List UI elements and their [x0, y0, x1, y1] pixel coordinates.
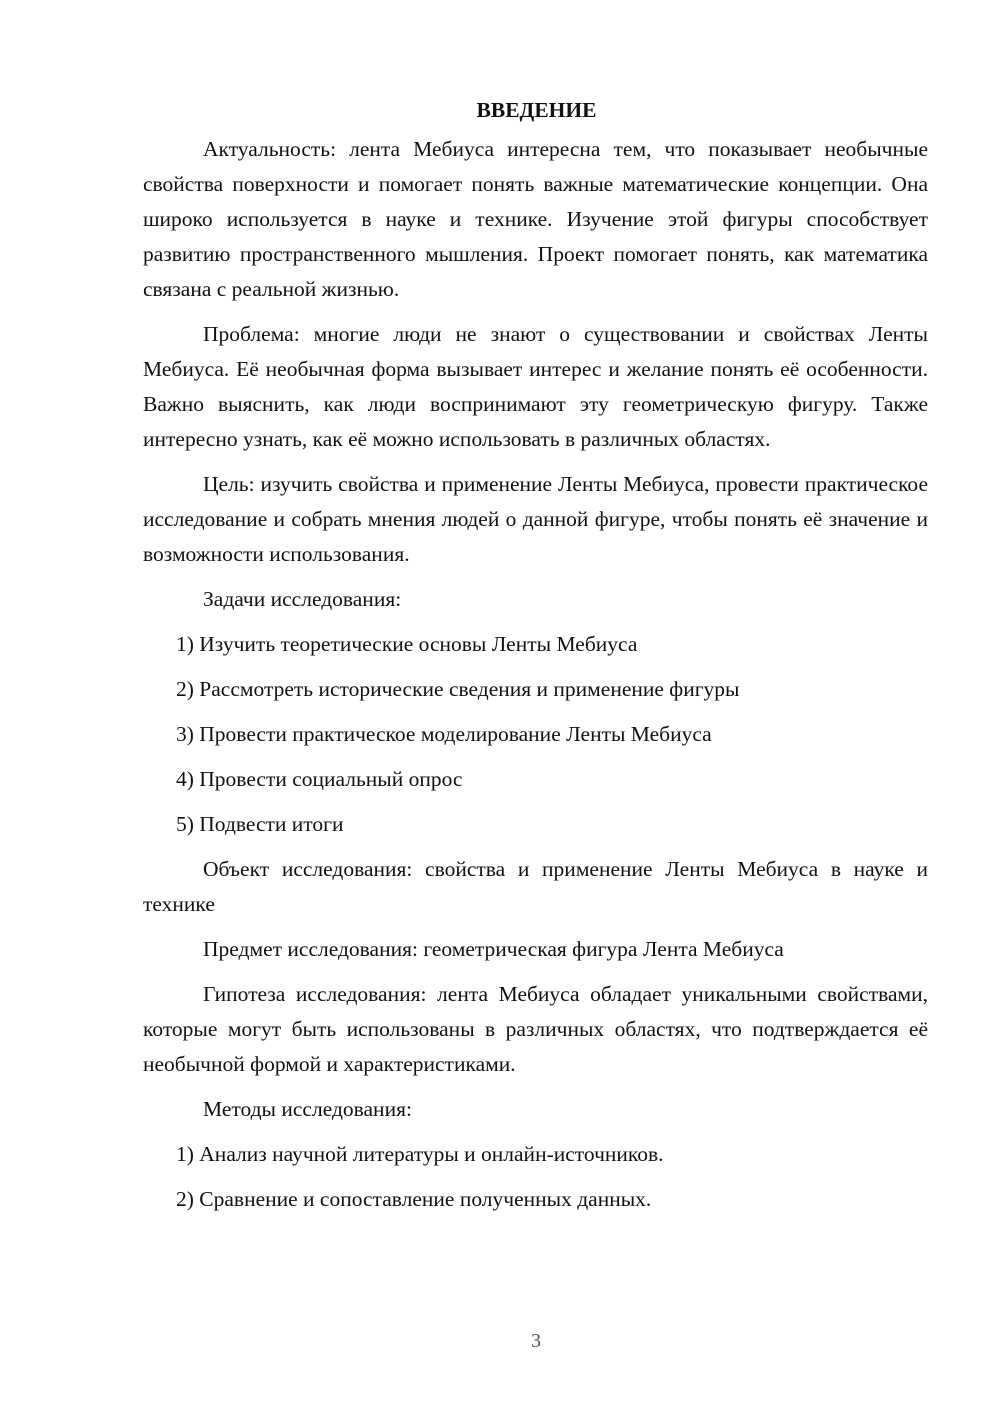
list-item: 4) Провести социальный опрос: [176, 767, 463, 791]
object-paragraph: Объект исследования: свойства и применение Ленты Мебиуса в науке и технике: [143, 857, 928, 916]
problem-paragraph: Проблема: многие люди не знают о существовании и свойствах Ленты Мебиуса. Её необычная форма вызывает интерес и желание понять её особенности. Важно выяснить, как люди воспринимают эту геометрическую фигуру. Также интересно узнать, как её можно использовать в различных областях.: [143, 322, 928, 451]
goal-paragraph: Цель: изучить свойства и применение Ленты Мебиуса, провести практическое исследование и собрать мнения людей о данной фигуре, чтобы понять её значение и возможности использования.: [143, 472, 928, 566]
hypothesis-paragraph: Гипотеза исследования: лента Мебиуса обладает уникальными свойствами, которые могут быть использованы в различных областях, что подтверждается её необычной формой и характеристиками.: [143, 982, 928, 1076]
subject-paragraph: Предмет исследования: геометрическая фигура Лента Мебиуса: [203, 937, 784, 961]
document-page: [143, 95, 928, 1227]
methods-list: [143, 1137, 928, 1217]
tasks-list: [143, 627, 928, 842]
list-item: 1) Анализ научной литературы и онлайн-источников.: [176, 1142, 664, 1166]
list-item: 3) Провести практическое моделирование Ленты Мебиуса: [176, 722, 712, 746]
list-item: 2) Рассмотреть исторические сведения и применение фигуры: [176, 677, 740, 701]
list-item: 5) Подвести итоги: [176, 812, 344, 836]
list-item: 1) Изучить теоретические основы Ленты Мебиуса: [176, 632, 638, 656]
relevance-paragraph: Актуальность: лента Мебиуса интересна тем, что показывает необычные свойства поверхности и помогает понять важные математические концепции. Она широко используется в науке и технике. Изучение этой фигуры способствует развитию пространственного мышления. Проект помогает понять, как математика связана с реальной жизнью.: [143, 137, 928, 301]
page-title: ВВЕДЕНИЕ: [476, 98, 597, 122]
methods-heading: Методы исследования:: [203, 1097, 412, 1121]
list-item: 2) Сравнение и сопоставление полученных данных.: [176, 1187, 652, 1211]
page-number: 3: [531, 1330, 541, 1352]
tasks-heading: Задачи исследования:: [203, 587, 402, 611]
